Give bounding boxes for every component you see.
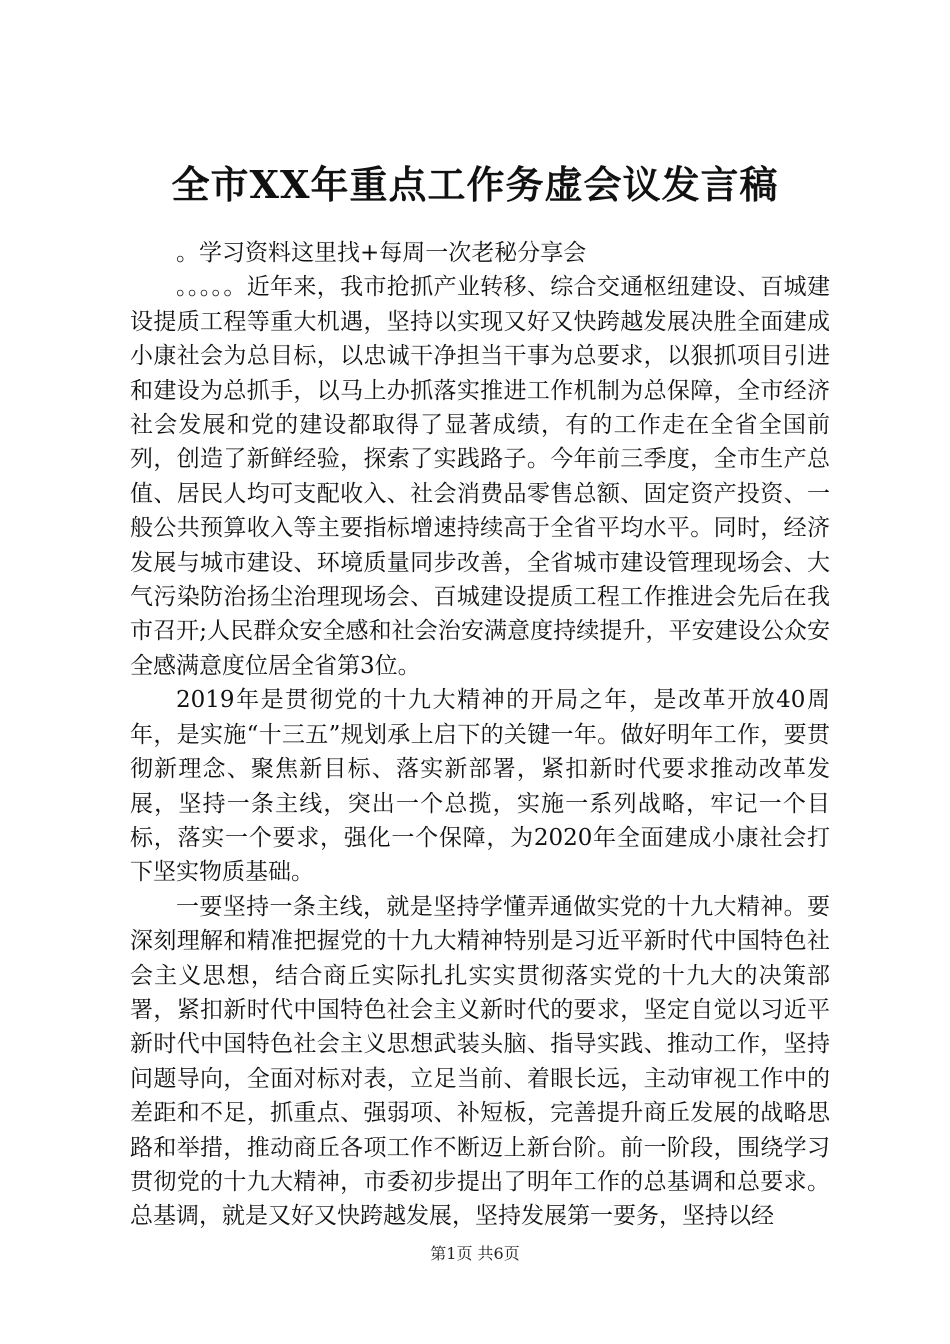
paragraph-intro-note: 。学习资料这里找+每周一次老秘分享会 (176, 240, 587, 266)
paragraph-2019-outlook: 2019年是贯彻党的十九大精神的开局之年，是改革开放40周年，是实施“十三五”规划承上启下的关键一年。做好明年工作，要贯彻新理念、聚焦新目标、落实新部署，紧扣新时代要求推动改革发展，坚持一条主线，突出一个总揽，实施一系列战略，牢记一个目标，落实一个要求，强化一个保障，为2020年全面建成小康社会打下坚实物质基础。 (130, 687, 830, 886)
page-footer: 第1页 共6页 (430, 1244, 520, 1263)
document-title: 全市XX年重点工作务虚会议发言稿 (171, 162, 779, 207)
document-body (130, 236, 830, 1234)
paragraph-main-line: 一要坚持一条主线，就是坚持学懂弄通做实党的十九大精神。要深刻理解和精准把握党的十九大精神特别是习近平新时代中国特色社会主义思想，结合商丘实际扎扎实实贯彻落实党的十九大的决策部署，紧扣新时代中国特色社会主义新时代的要求，坚定自觉以习近平新时代中国特色社会主义思想武装头脑、指导实践、推动工作，坚持问题导向，全面对标对表，立足当前、着眼长远，主动审视工作中的差距和不足，抓重点、强弱项、补短板，完善提升商丘发展的战略思路和举措，推动商丘各项工作不断迈上新台阶。前一阶段，围绕学习贯彻党的十九大精神，市委初步提出了明年工作的总基调和总要求。总基调，就是又好又快跨越发展，坚持发展第一要务，坚持以经 (130, 893, 830, 1230)
paragraph-achievements: 。。。。。近年来，我市抢抓产业转移、综合交通枢纽建设、百城建设提质工程等重大机遇，坚持以实现又好又快跨越发展决胜全面建成小康社会为总目标，以忠诚干净担当干事为总要求，以狠抓项目引进和建设为总抓手，以马上办抓落实推进工作机制为总保障，全市经济社会发展和党的建设都取得了显著成绩，有的工作走在全省全国前列，创造了新鲜经验，探索了实践路子。今年前三季度，全市生产总值、居民人均可支配收入、社会消费品零售总额、固定资产投资、一般公共预算收入等主要指标增速持续高于全省平均水平。同时，经济发展与城市建设、环境质量同步改善，全省城市建设管理现场会、大气污染防治扬尘治理现场会、百城建设提质工程工作推进会先后在我市召开;人民群众安全感和社会治安满意度持续提升，平安建设公众安全感满意度位居全省第3位。 (130, 274, 830, 679)
